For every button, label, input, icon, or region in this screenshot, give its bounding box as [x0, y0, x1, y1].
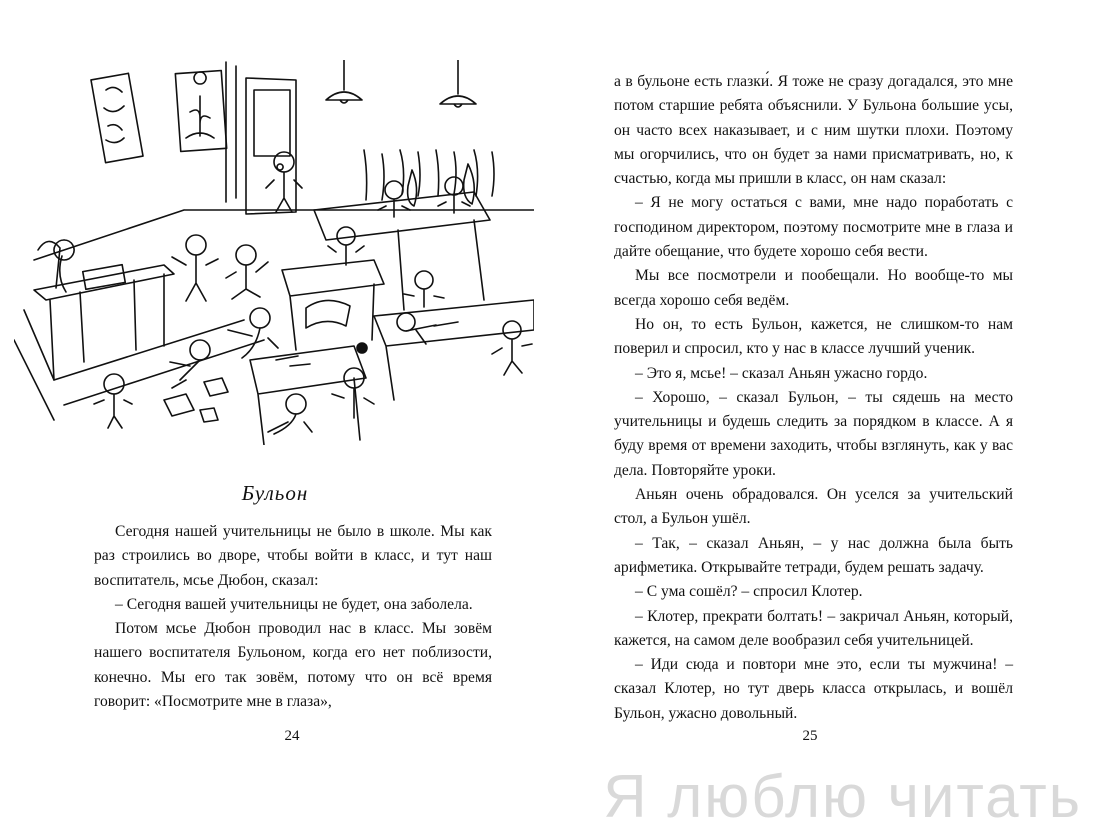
paragraph: – Я не могу остаться с вами, мне надо поработать с господином директором, поэтому посмотрите мне в глаза и дайте обещание, что будете хорошо себя вести. [614, 194, 1013, 261]
classroom-illustration [14, 60, 534, 445]
paragraph: – Иди сюда и повтори мне это, если ты мужчина! – сказал Клотер, но тут дверь класса открылась, и вошёл Бульон, ужасно довольный. [614, 656, 1013, 722]
paragraph: Мы все посмотрели и пообещали. Но вообще-то мы всегда хорошо себя ведём. [614, 267, 1013, 309]
watermark-text: Я люблю читать [603, 763, 1082, 830]
right-page-text [614, 70, 1013, 726]
paragraph: – Клотер, прекрати болтать! – закричал Аньян, который, кажется, на самом деле вообразил себя учительницей. [614, 607, 1013, 649]
left-page-text [94, 520, 492, 714]
left-page [0, 0, 550, 825]
paragraph: – Так, – сказал Аньян, – у нас должна была быть арифметика. Открывайте тетради, будем решать задачу. [614, 534, 1013, 576]
paragraph: Потом мсье Дюбон проводил нас в класс. Мы зовём нашего воспитателя Бульоном, когда его нет поблизости, конечно. Мы его так зовём, потому что он всё время говорит: «Посмотрите мне в глаза», [94, 620, 492, 711]
paragraph: а в бульоне есть глазки́. Я тоже не сразу догадался, это мне потом старшие ребята объяснили. У Бульона большие усы, он часто всех наказывает, и с ним шутки плохи. Поэтому мы огорчились, что он будет за нами присматривать, но, к счастью, когда мы пришли в класс, он нам сказал: [614, 73, 1013, 188]
paragraph: Но он, то есть Бульон, кажется, не слишком-то нам поверил и спросил, кто у нас в классе лучший ученик. [614, 315, 1013, 358]
paragraph: – С ума сошёл? – спросил Клотер. [635, 583, 863, 601]
right-page [550, 0, 1100, 825]
page-number-left: 24 [284, 728, 300, 744]
paragraph: Сегодня нашей учительницы не было в школе. Мы как раз строились во дворе, чтобы войти в класс, и тут наш воспитатель, мсье Дюбон, сказал: [94, 523, 492, 589]
page-number-right: 25 [802, 728, 818, 744]
paragraph: – Сегодня вашей учительницы не будет, она заболела. [115, 595, 473, 613]
chapter-title: Бульон [241, 481, 309, 505]
paragraph: Аньян очень обрадовался. Он уселся за учительский стол, а Бульон ушёл. [614, 486, 1013, 528]
paragraph: – Это я, мсье! – сказал Аньян ужасно гордо. [635, 364, 928, 382]
paragraph: – Хорошо, – сказал Бульон, – ты сядешь на место учительницы и будешь следить за порядком в классе. А я буду время от времени заходить, чтобы взглянуть, как у вас дела. Повторяйте уроки. [614, 388, 1013, 479]
